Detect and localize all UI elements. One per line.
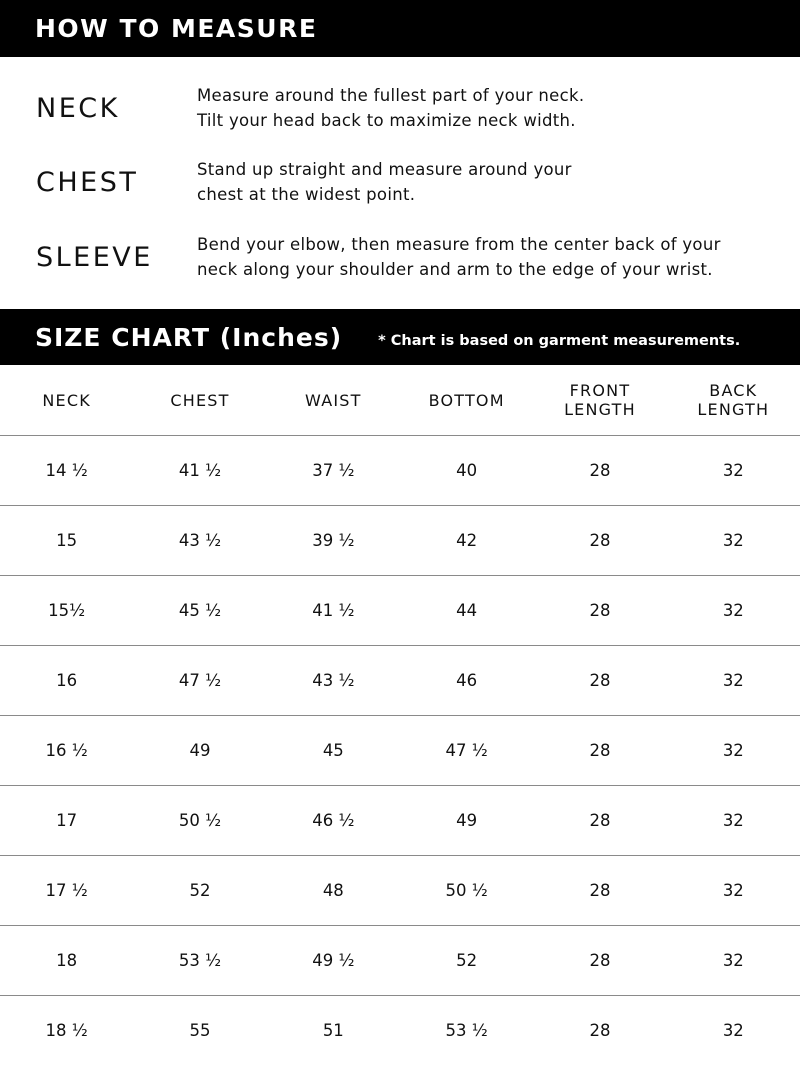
how-to-measure-title: HOW TO MEASURE [35, 14, 318, 43]
cell-back-length: 32 [667, 646, 800, 716]
cell-front-length: 28 [533, 926, 666, 996]
measure-desc-chest: Stand up straight and measure around your chest at the widest point. [197, 160, 572, 204]
size-table-header-row [0, 365, 800, 436]
cell-bottom: 40 [400, 436, 533, 506]
table-row [0, 926, 800, 996]
cell-neck: 16 ½ [0, 716, 133, 786]
table-row [0, 506, 800, 576]
cell-waist: 43 ½ [267, 646, 400, 716]
measure-desc-sleeve: Bend your elbow, then measure from the center back of your neck along your shoulder and arm to the edge of your wrist. [197, 235, 721, 279]
cell-back-length: 32 [667, 926, 800, 996]
cell-front-length: 28 [533, 576, 666, 646]
column-header-waist: WAIST [267, 365, 400, 436]
size-chart-note: * Chart is based on garment measurements. [378, 333, 741, 349]
cell-back-length: 32 [667, 786, 800, 856]
size-table [0, 365, 800, 1065]
cell-front-length: 28 [533, 716, 666, 786]
measure-desc-neck: Measure around the fullest part of your neck. Tilt your head back to maximize neck width. [197, 86, 585, 130]
cell-bottom: 42 [400, 506, 533, 576]
cell-neck: 16 [0, 646, 133, 716]
cell-front-length: 28 [589, 1021, 611, 1040]
column-header-chest: CHEST [133, 365, 266, 436]
measure-row-neck [0, 83, 800, 133]
cell-back-length: 32 [667, 716, 800, 786]
measure-label-chest: CHEST [36, 166, 139, 198]
cell-back-length: 32 [667, 436, 800, 506]
cell-chest: 47 ½ [133, 646, 266, 716]
cell-bottom: 47 ½ [400, 716, 533, 786]
column-header-front-length: FRONT LENGTH [533, 365, 666, 436]
cell-waist: 48 [267, 856, 400, 926]
cell-front-length: 28 [533, 786, 666, 856]
cell-waist: 37 ½ [267, 436, 400, 506]
cell-front-length: 28 [533, 856, 666, 926]
table-row [0, 646, 800, 716]
cell-neck: 14 ½ [0, 436, 133, 506]
measure-instructions [0, 57, 800, 309]
table-row [0, 996, 800, 1066]
size-chart-header [0, 309, 800, 365]
cell-back-length: 32 [667, 576, 800, 646]
cell-chest: 41 ½ [133, 436, 266, 506]
measure-label-sleeve: SLEEVE [36, 241, 153, 273]
cell-waist: 45 [267, 716, 400, 786]
measure-row-chest [0, 157, 800, 207]
cell-chest: 49 [133, 716, 266, 786]
cell-bottom: 52 [400, 926, 533, 996]
cell-neck: 18 [0, 926, 133, 996]
table-row [0, 856, 800, 926]
size-chart-title: SIZE CHART (Inches) [35, 322, 343, 352]
column-header-neck: NECK [0, 365, 133, 436]
measure-row-sleeve [0, 232, 800, 282]
cell-bottom: 50 ½ [400, 856, 533, 926]
cell-neck: 15 [0, 506, 133, 576]
table-row [0, 576, 800, 646]
cell-waist: 46 ½ [267, 786, 400, 856]
cell-back-length: 32 [667, 506, 800, 576]
table-row [0, 786, 800, 856]
column-header-back-length: BACK LENGTH [667, 365, 800, 436]
how-to-measure-header [0, 0, 800, 57]
cell-chest: 45 ½ [133, 576, 266, 646]
cell-neck: 18 ½ [45, 1021, 88, 1040]
cell-bottom: 49 [400, 786, 533, 856]
cell-chest: 52 [133, 856, 266, 926]
cell-back-length: 32 [667, 856, 800, 926]
table-row [0, 436, 800, 506]
cell-waist: 49 ½ [267, 926, 400, 996]
cell-neck: 17 [0, 786, 133, 856]
column-header-bottom: BOTTOM [400, 365, 533, 436]
cell-bottom: 53 ½ [445, 1021, 488, 1040]
cell-neck: 17 ½ [0, 856, 133, 926]
cell-bottom: 44 [400, 576, 533, 646]
cell-waist: 51 [322, 1021, 344, 1040]
cell-front-length: 28 [533, 436, 666, 506]
cell-waist: 39 ½ [267, 506, 400, 576]
cell-front-length: 28 [533, 506, 666, 576]
cell-chest: 55 [189, 1021, 211, 1040]
cell-neck: 15½ [0, 576, 133, 646]
measure-label-neck: NECK [36, 92, 120, 124]
cell-waist: 41 ½ [267, 576, 400, 646]
table-row [0, 716, 800, 786]
cell-chest: 50 ½ [133, 786, 266, 856]
cell-chest: 43 ½ [133, 506, 266, 576]
cell-front-length: 28 [533, 646, 666, 716]
cell-back-length: 32 [722, 1021, 744, 1040]
cell-bottom: 46 [400, 646, 533, 716]
cell-chest: 53 ½ [133, 926, 266, 996]
